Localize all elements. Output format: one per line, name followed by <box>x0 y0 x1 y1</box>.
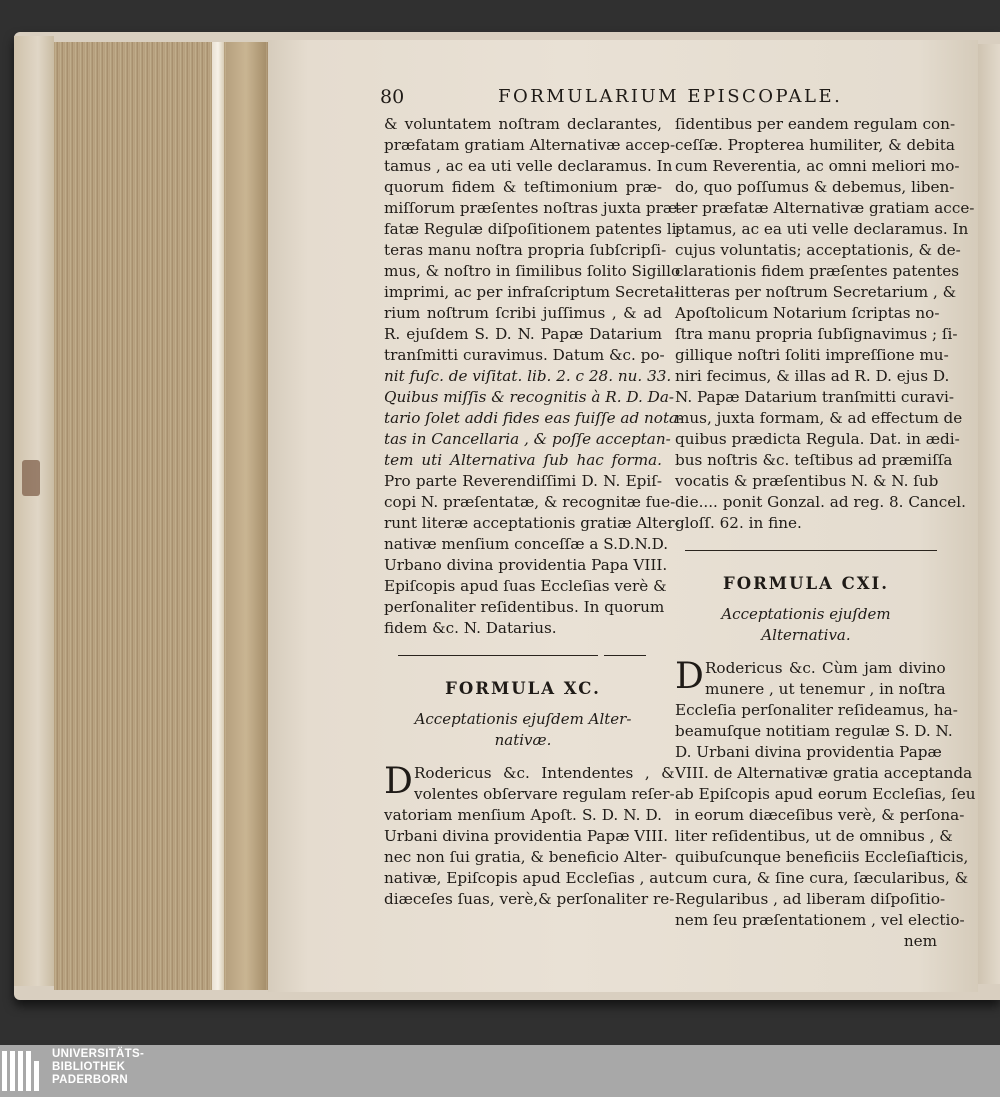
text-line: nem ſeu præſentationem , vel electio- <box>675 911 965 929</box>
text-line: beamuſque notitiam regulæ S. D. N. <box>675 722 953 740</box>
text-line: mus, juxta formam, & ad effectum de <box>675 409 963 427</box>
text-line: R. ejuſdem S. D. N. Papæ Datarium <box>384 325 662 343</box>
catchword: nem <box>903 932 937 950</box>
text-line: volentes obſervare regulam reſer- <box>414 785 675 803</box>
text-line: tamus , ac ea uti velle declaramus. In <box>384 157 673 175</box>
text-line: miſſorum præſentes noſtras juxta præ- <box>384 199 683 217</box>
text-line: rium noſtrum ſcribi juſſimus , & ad <box>384 304 662 322</box>
library-footer <box>0 1045 1000 1097</box>
page-number: 80 <box>380 86 405 108</box>
text-line: quorum fidem & teſtimonium præ- <box>384 178 662 196</box>
text-line: Rodericus &c. Intendentes , & <box>414 764 675 782</box>
clip-mark <box>22 460 40 496</box>
text-line: nativæ menſium conceſſæ a S.D.N.D. <box>384 535 669 553</box>
text-line: ptamus, ac ea uti velle declaramus. In <box>675 220 969 238</box>
text-line: Rodericus &c. Cùm jam divino <box>705 659 946 677</box>
text-line: copi N. præſentatæ, & recognitæ fue- <box>384 493 676 511</box>
text-line: teras manu noſtra propria ſubſcripſi- <box>384 241 667 259</box>
drop-cap: D <box>384 761 413 802</box>
text-line: tranſmitti curavimus. Datum &c. po- <box>384 346 665 364</box>
section-divider <box>384 639 662 675</box>
library-name-line: UNIVERSITÄTS- <box>52 1048 145 1060</box>
text-line: & voluntatem noſtram declarantes, <box>384 115 662 133</box>
text-line: cum cura, & ſine cura, ſæcularibus, & <box>675 869 969 887</box>
text-line: Eccleſia perſonaliter reſideamus, ha- <box>675 701 958 719</box>
text-line: D. Urbani divina providentia Papæ <box>675 743 942 761</box>
text-line: Regularibus , ad liberam diſpoſitio- <box>675 890 946 908</box>
text-line: nec non ſui gratia, & beneficio Alter- <box>384 848 668 866</box>
text-line: do, quo poſſumus & debemus, liben- <box>675 178 955 196</box>
formula-heading: FORMULA XC. <box>445 679 601 698</box>
text-line: clarationis fidem præſentes patentes <box>675 262 960 280</box>
text-line: imprimi, ac per infraſcriptum Secreta- <box>384 283 680 301</box>
text-line: munere , ut tenemur , in noſtra <box>705 680 946 698</box>
divider-rule-short <box>604 655 646 656</box>
text-line: ſidentibus per eandem regulam con- <box>675 115 956 133</box>
text-line: diæceſes ſuas, verè,& perſonaliter re- <box>384 890 675 908</box>
divider-rule <box>685 550 937 551</box>
subheading-line: Acceptationis ejuſdem Alter- <box>414 710 632 728</box>
book-cover-edge <box>14 36 54 986</box>
formula-body <box>384 761 675 805</box>
text-line: fidem &c. N. Datarius. <box>384 619 557 637</box>
right-column <box>675 114 976 952</box>
text-line: Epiſcopis apud ſuas Eccleſias verè & <box>384 577 667 595</box>
text-line: vatoriam menſium Apoſt. S. D. N. D. <box>384 806 662 824</box>
facing-page-edge <box>978 44 1000 984</box>
italic-line: Quibus miſſis & recognitis à R. D. Da- <box>384 388 675 406</box>
page-stack-highlight <box>212 42 224 990</box>
section-divider <box>675 534 937 570</box>
library-logo-icon <box>2 1051 46 1091</box>
text-line: quibus prædicta Regula. Dat. in ædi- <box>675 430 960 448</box>
drop-cap: D <box>675 656 704 697</box>
right-text-block <box>675 114 975 534</box>
text-line: cujus voluntatis; acceptationis, & de- <box>675 241 961 259</box>
text-line: runt literæ acceptationis gratiæ Alter- <box>384 514 680 532</box>
text-line: litteras per noſtrum Secretarium , & <box>675 283 957 301</box>
text-line: ter præfatæ Alternativæ gratiam acce- <box>675 199 975 217</box>
text-line: N. Papæ Datarium tranſmitti curavi- <box>675 388 955 406</box>
text-line: Urbano divina providentia Papa VIII. <box>384 556 668 574</box>
formula-subheading <box>384 709 662 751</box>
italic-line: tem uti Alternativa ſub hac forma. <box>384 451 662 469</box>
text-line: ceſſæ. Propterea humiliter, & debita <box>675 136 955 154</box>
italic-line: tas in Cancellaria , & poſſe acceptan- <box>384 430 671 448</box>
page-stack-inner <box>226 42 266 990</box>
italic-line: nit fuſc. de viſitat. lib. 2. c 28. nu. 33. <box>384 367 672 385</box>
library-name-line: BIBLIOTHEK <box>52 1061 126 1073</box>
text-line: quibuſcunque beneficiis Eccleſiaſticis, <box>675 848 969 866</box>
text-line: die.... ponit Gonzal. ad reg. 8. Cancel. <box>675 493 966 511</box>
text-line: mus, & noſtro in ſimilibus ſolito Sigillo <box>384 262 681 280</box>
library-name <box>52 1048 144 1087</box>
text-line: liter reſidentibus, ut de omnibus , & <box>675 827 953 845</box>
text-line: bus noſtris &c. teſtibus ad præmiſſa <box>675 451 953 469</box>
text-line: præfatam gratiam Alternativæ accep- <box>384 136 676 154</box>
text-line: gillique noſtri ſoliti impreſſione mu- <box>675 346 949 364</box>
text-line: Urbani divina providentia Papæ VIII. <box>384 827 669 845</box>
text-line: ab Epiſcopis apud eorum Eccleſias, ſeu <box>675 785 976 803</box>
subheading-line: nativæ. <box>494 731 552 749</box>
divider-rule <box>398 655 598 656</box>
text-line: fatæ Regulæ diſpoſitionem patentes li- <box>384 220 682 238</box>
text-line: cum Reverentia, ac omni meliori mo- <box>675 157 960 175</box>
text-line: gloſſ. 62. in fine. <box>675 514 802 532</box>
left-text-block <box>384 114 684 639</box>
italic-line: tario ſolet addi fides eas fuiſſe ad nota- <box>384 409 684 427</box>
text-line: ſtra manu propria ſubſignavimus ; ſi- <box>675 325 958 343</box>
text-line: nativæ, Epiſcopis apud Eccleſias , aut <box>384 869 675 887</box>
text-line: VIII. de Alternativæ gratia acceptanda <box>675 764 973 782</box>
text-line: Apoſtolicum Notarium ſcriptas no- <box>675 304 940 322</box>
text-line: vocatis & præſentibus N. & N. ſub <box>675 472 939 490</box>
library-name-line: PADERBORN <box>52 1074 128 1086</box>
text-line: perſonaliter reſidentibus. In quorum <box>384 598 665 616</box>
running-head: FORMULARIUM EPISCOPALE. <box>498 86 843 107</box>
formula-heading: FORMULA CXI. <box>723 574 889 593</box>
text-line: Pro parte Reverendiſſimi D. N. Epiſ- <box>384 472 662 490</box>
formula-subheading: Acceptationis ejuſdem Alternativa. <box>721 605 891 644</box>
text-line: in eorum diæceſibus verè, & perſona- <box>675 806 965 824</box>
formula-body <box>675 656 946 700</box>
left-column <box>384 114 684 910</box>
text-line: niri fecimus, & illas ad R. D. ejus D. <box>675 367 950 385</box>
